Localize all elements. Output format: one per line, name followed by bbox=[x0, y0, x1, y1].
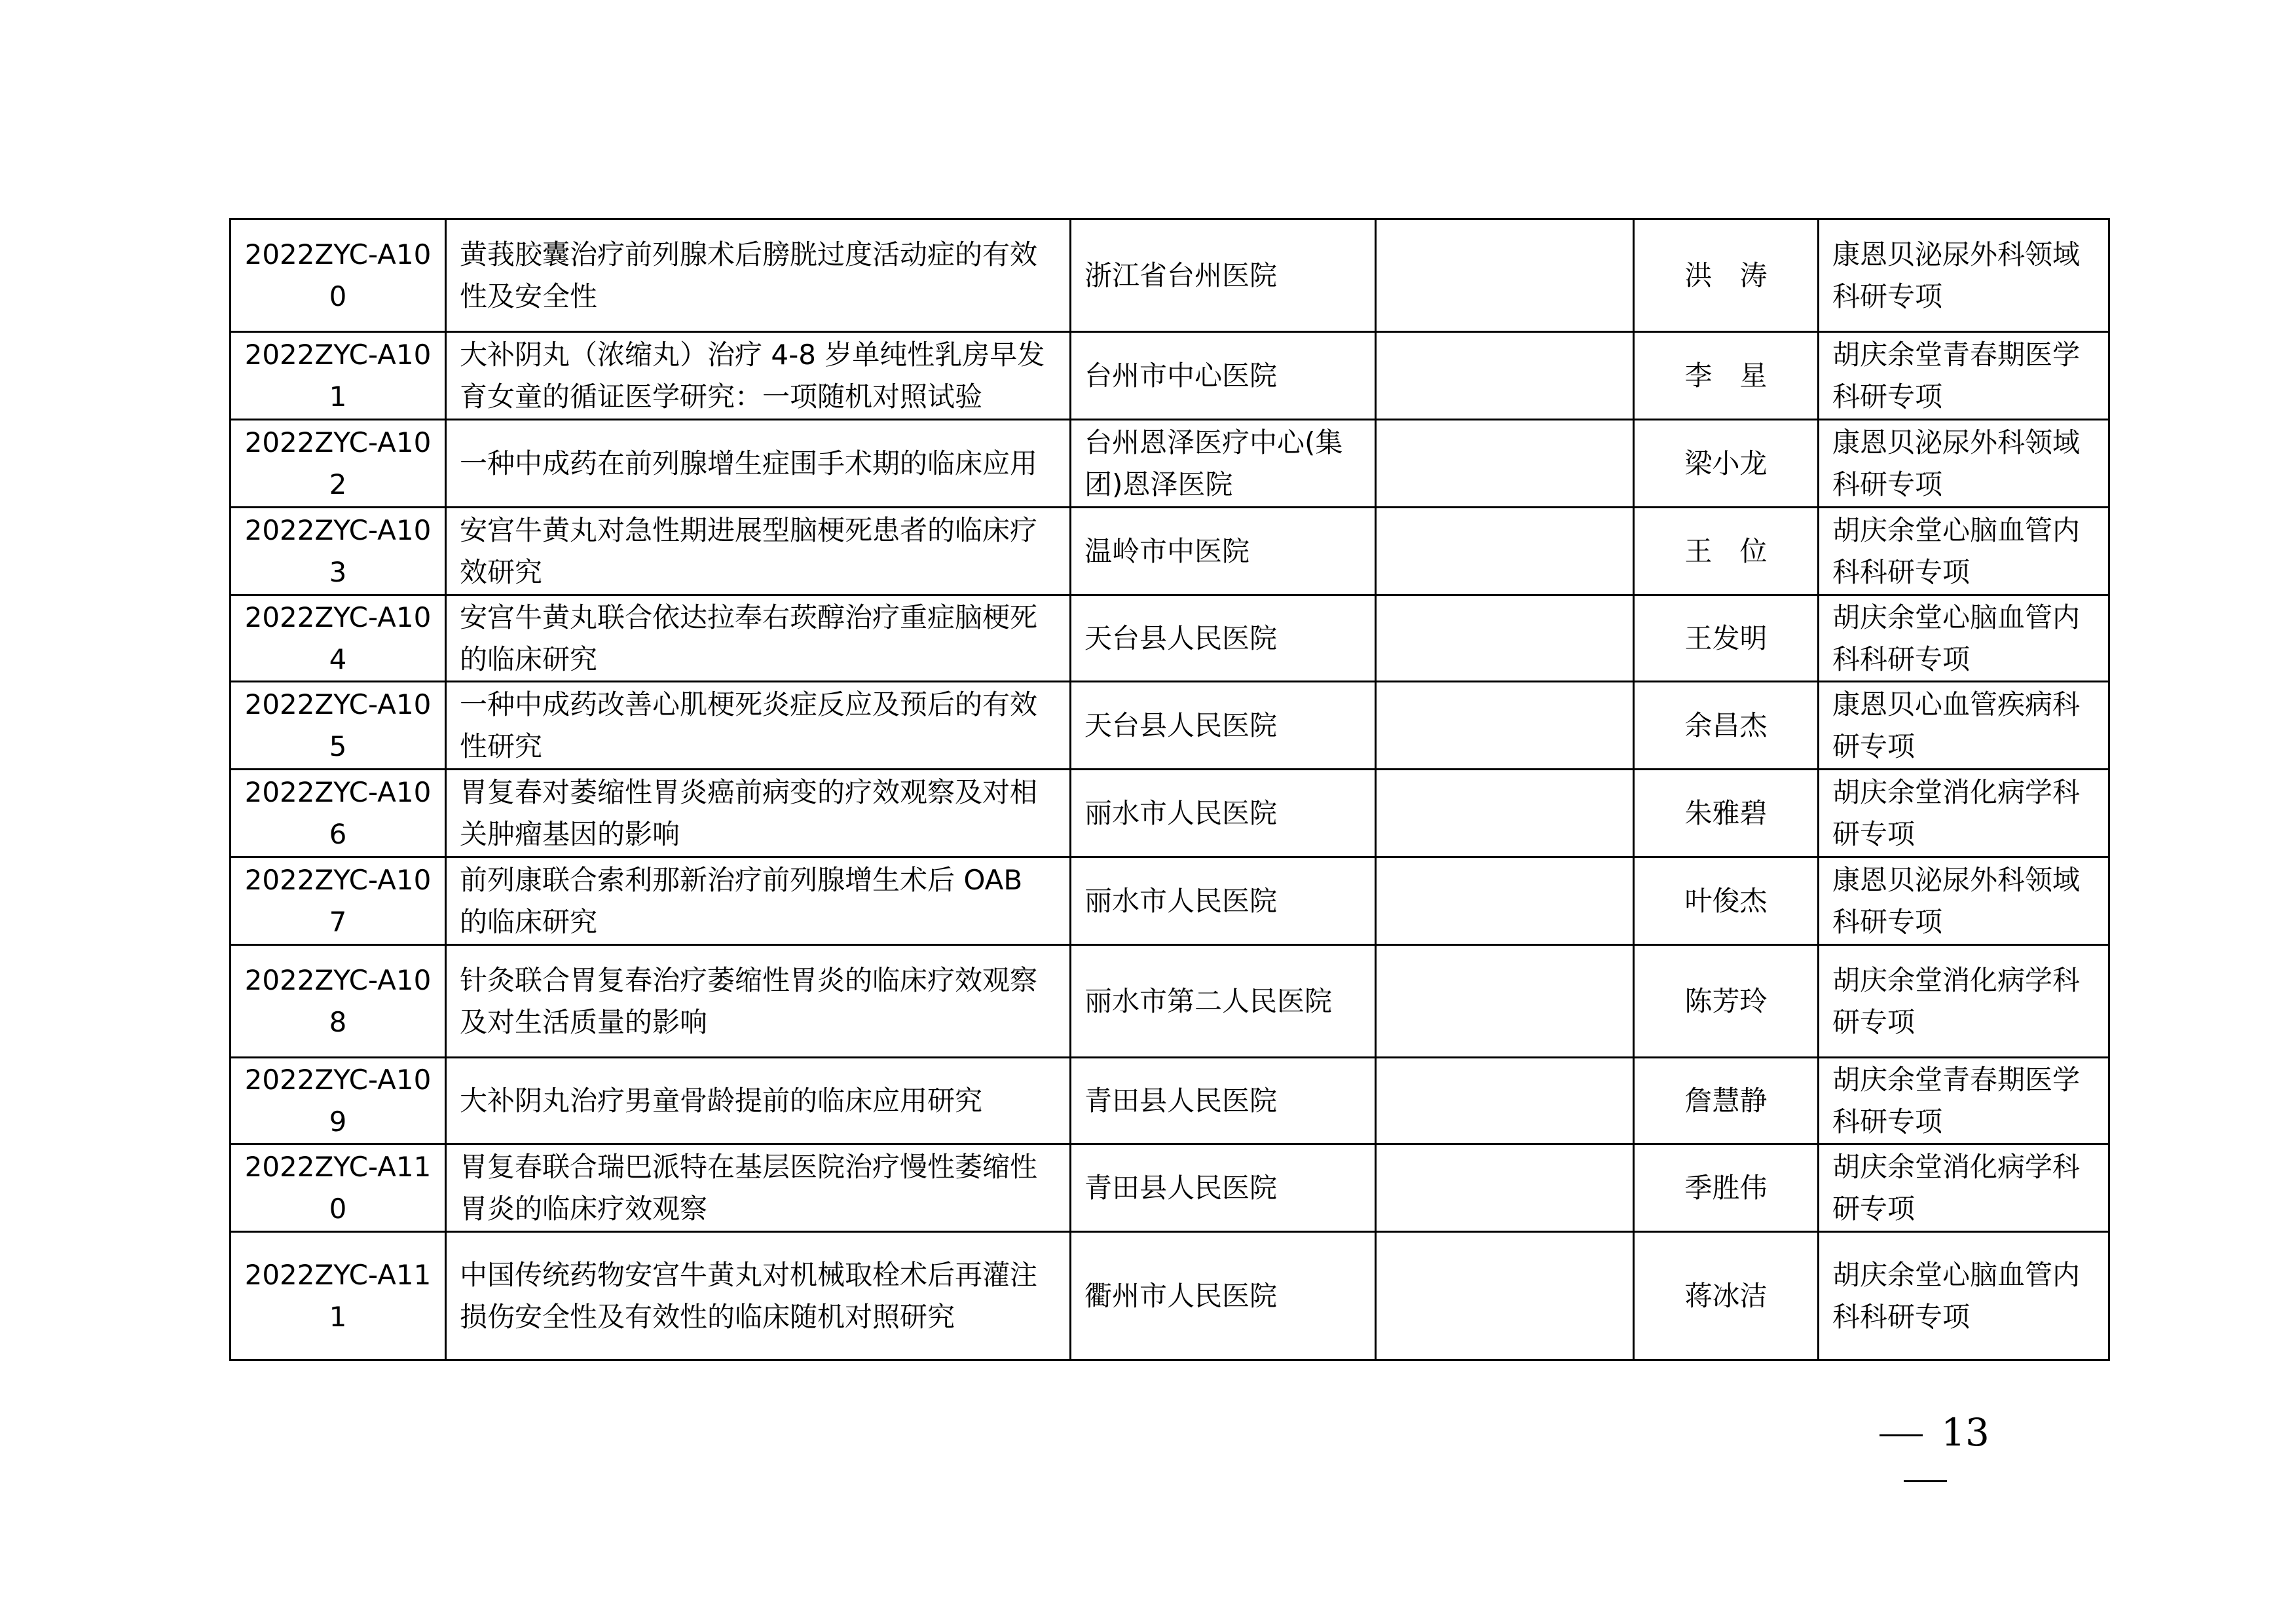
principal-investigator-cell: 王 位 bbox=[1634, 508, 1819, 595]
hospital-cell: 青田县人民医院 bbox=[1071, 1144, 1376, 1232]
hospital-cell: 青田县人民医院 bbox=[1071, 1058, 1376, 1144]
blank-cell bbox=[1376, 508, 1634, 595]
fund-program-cell: 康恩贝泌尿外科领域科研专项 bbox=[1819, 219, 2109, 332]
page-number bbox=[1834, 1409, 2017, 1455]
table-row bbox=[231, 420, 2109, 508]
project-table bbox=[229, 218, 2110, 1361]
principal-investigator-cell: 洪 涛 bbox=[1634, 219, 1819, 332]
blank-cell bbox=[1376, 420, 1634, 508]
project-title-cell: 大补阴丸治疗男童骨龄提前的临床应用研究 bbox=[446, 1058, 1071, 1144]
table-row bbox=[231, 219, 2109, 332]
project-id-cell: 2022ZYC-A101 bbox=[231, 332, 446, 420]
blank-cell bbox=[1376, 770, 1634, 857]
project-title-cell: 胃复春对萎缩性胃炎癌前病变的疗效观察及对相关肿瘤基因的影响 bbox=[446, 770, 1071, 857]
blank-cell bbox=[1376, 1058, 1634, 1144]
project-title-cell: 安宫牛黄丸对急性期进展型脑梗死患者的临床疗效研究 bbox=[446, 508, 1071, 595]
table-row bbox=[231, 857, 2109, 945]
fund-program-cell: 胡庆余堂消化病学科研专项 bbox=[1819, 770, 2109, 857]
blank-cell bbox=[1376, 857, 1634, 945]
principal-investigator-cell: 余昌杰 bbox=[1634, 682, 1819, 770]
table-row bbox=[231, 508, 2109, 595]
blank-cell bbox=[1376, 1144, 1634, 1232]
hospital-cell: 台州市中心医院 bbox=[1071, 332, 1376, 420]
blank-cell bbox=[1376, 1232, 1634, 1360]
hospital-cell: 台州恩泽医疗中心(集团)恩泽医院 bbox=[1071, 420, 1376, 508]
project-id-cell: 2022ZYC-A103 bbox=[231, 508, 446, 595]
table-row bbox=[231, 1144, 2109, 1232]
principal-investigator-cell: 季胜伟 bbox=[1634, 1144, 1819, 1232]
principal-investigator-cell: 叶俊杰 bbox=[1634, 857, 1819, 945]
dash-right bbox=[1904, 1480, 1947, 1482]
fund-program-cell: 胡庆余堂青春期医学科研专项 bbox=[1819, 1058, 2109, 1144]
hospital-cell: 浙江省台州医院 bbox=[1071, 219, 1376, 332]
hospital-cell: 天台县人民医院 bbox=[1071, 682, 1376, 770]
table-row bbox=[231, 1058, 2109, 1144]
project-id-cell: 2022ZYC-A107 bbox=[231, 857, 446, 945]
blank-cell bbox=[1376, 595, 1634, 682]
fund-program-cell: 胡庆余堂青春期医学科研专项 bbox=[1819, 332, 2109, 420]
blank-cell bbox=[1376, 682, 1634, 770]
fund-program-cell: 胡庆余堂消化病学科研专项 bbox=[1819, 1144, 2109, 1232]
table-row bbox=[231, 595, 2109, 682]
fund-program-cell: 康恩贝泌尿外科领域科研专项 bbox=[1819, 857, 2109, 945]
project-id-cell: 2022ZYC-A105 bbox=[231, 682, 446, 770]
blank-cell bbox=[1376, 219, 1634, 332]
hospital-cell: 丽水市第二人民医院 bbox=[1071, 945, 1376, 1058]
principal-investigator-cell: 朱雅碧 bbox=[1634, 770, 1819, 857]
principal-investigator-cell: 王发明 bbox=[1634, 595, 1819, 682]
principal-investigator-cell: 李 星 bbox=[1634, 332, 1819, 420]
project-id-cell: 2022ZYC-A108 bbox=[231, 945, 446, 1058]
project-id-cell: 2022ZYC-A109 bbox=[231, 1058, 446, 1144]
project-title-cell: 针灸联合胃复春治疗萎缩性胃炎的临床疗效观察及对生活质量的影响 bbox=[446, 945, 1071, 1058]
project-title-cell: 黄莪胶囊治疗前列腺术后膀胱过度活动症的有效性及安全性 bbox=[446, 219, 1071, 332]
fund-program-cell: 康恩贝心血管疾病科研专项 bbox=[1819, 682, 2109, 770]
fund-program-cell: 胡庆余堂心脑血管内科科研专项 bbox=[1819, 1232, 2109, 1360]
fund-program-cell: 胡庆余堂心脑血管内科科研专项 bbox=[1819, 508, 2109, 595]
principal-investigator-cell: 蒋冰洁 bbox=[1634, 1232, 1819, 1360]
project-title-cell: 大补阴丸（浓缩丸）治疗 4-8 岁单纯性乳房早发育女童的循证医学研究：一项随机对照试验 bbox=[446, 332, 1071, 420]
table-row bbox=[231, 332, 2109, 420]
project-id-cell: 2022ZYC-A111 bbox=[231, 1232, 446, 1360]
page-number-text: 13 bbox=[1941, 1410, 1990, 1455]
hospital-cell: 温岭市中医院 bbox=[1071, 508, 1376, 595]
table-row bbox=[231, 682, 2109, 770]
hospital-cell: 衢州市人民医院 bbox=[1071, 1232, 1376, 1360]
project-id-cell: 2022ZYC-A106 bbox=[231, 770, 446, 857]
project-id-cell: 2022ZYC-A100 bbox=[231, 219, 446, 332]
project-title-cell: 前列康联合索利那新治疗前列腺增生术后 OAB 的临床研究 bbox=[446, 857, 1071, 945]
fund-program-cell: 康恩贝泌尿外科领域科研专项 bbox=[1819, 420, 2109, 508]
hospital-cell: 丽水市人民医院 bbox=[1071, 857, 1376, 945]
principal-investigator-cell: 梁小龙 bbox=[1634, 420, 1819, 508]
principal-investigator-cell: 陈芳玲 bbox=[1634, 945, 1819, 1058]
table-row bbox=[231, 770, 2109, 857]
project-id-cell: 2022ZYC-A110 bbox=[231, 1144, 446, 1232]
project-title-cell: 一种中成药改善心肌梗死炎症反应及预后的有效性研究 bbox=[446, 682, 1071, 770]
table-row bbox=[231, 1232, 2109, 1360]
project-title-cell: 一种中成药在前列腺增生症围手术期的临床应用 bbox=[446, 420, 1071, 508]
project-title-cell: 中国传统药物安宫牛黄丸对机械取栓术后再灌注损伤安全性及有效性的临床随机对照研究 bbox=[446, 1232, 1071, 1360]
project-title-cell: 胃复春联合瑞巴派特在基层医院治疗慢性萎缩性胃炎的临床疗效观察 bbox=[446, 1144, 1071, 1232]
dash-left bbox=[1879, 1434, 1923, 1436]
blank-cell bbox=[1376, 332, 1634, 420]
project-id-cell: 2022ZYC-A102 bbox=[231, 420, 446, 508]
project-id-cell: 2022ZYC-A104 bbox=[231, 595, 446, 682]
principal-investigator-cell: 詹慧静 bbox=[1634, 1058, 1819, 1144]
hospital-cell: 天台县人民医院 bbox=[1071, 595, 1376, 682]
blank-cell bbox=[1376, 945, 1634, 1058]
hospital-cell: 丽水市人民医院 bbox=[1071, 770, 1376, 857]
project-title-cell: 安宫牛黄丸联合依达拉奉右莰醇治疗重症脑梗死的临床研究 bbox=[446, 595, 1071, 682]
fund-program-cell: 胡庆余堂消化病学科研专项 bbox=[1819, 945, 2109, 1058]
fund-program-cell: 胡庆余堂心脑血管内科科研专项 bbox=[1819, 595, 2109, 682]
table-row bbox=[231, 945, 2109, 1058]
